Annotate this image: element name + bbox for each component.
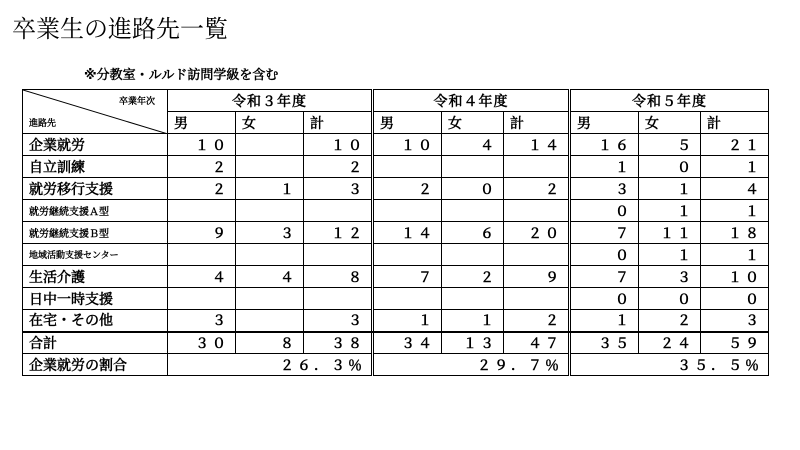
col-header-male: 男: [571, 112, 639, 134]
row-label: 在宅・その他: [23, 310, 168, 332]
data-cell: [374, 200, 442, 222]
data-cell: ０: [639, 156, 701, 178]
data-cell: [168, 244, 236, 266]
total-cell: ３４: [374, 332, 442, 354]
data-cell: [374, 244, 442, 266]
total-label: 合計: [23, 332, 168, 354]
row-label: 地域活動支援センター: [23, 244, 168, 266]
col-header-female: 女: [639, 112, 701, 134]
data-cell: １: [571, 156, 639, 178]
data-cell: ２: [304, 156, 372, 178]
data-cell: ２: [168, 156, 236, 178]
data-cell: [236, 156, 304, 178]
data-cell: ３: [571, 178, 639, 200]
col-header-male: 男: [168, 112, 236, 134]
data-cell: ３: [168, 310, 236, 332]
data-cell: １: [701, 156, 769, 178]
data-cell: １: [701, 200, 769, 222]
data-cell: ５: [639, 134, 701, 156]
data-cell: １: [639, 200, 701, 222]
data-cell: ９: [168, 222, 236, 244]
data-cell: １４: [374, 222, 442, 244]
data-cell: [504, 156, 569, 178]
data-cell: [442, 244, 504, 266]
data-cell: ７: [571, 266, 639, 288]
data-cell: １６: [571, 134, 639, 156]
data-cell: ７: [571, 222, 639, 244]
table-row: [23, 244, 769, 266]
data-cell: [504, 244, 569, 266]
year-header-r5: 令和５年度: [571, 90, 769, 112]
data-cell: ２: [168, 178, 236, 200]
data-cell: ２: [504, 310, 569, 332]
table-row: [23, 134, 769, 156]
data-cell: １２: [304, 222, 372, 244]
data-cell: １: [374, 310, 442, 332]
corner-label-graduation-year: 卒業年次: [118, 97, 155, 107]
data-cell: [236, 200, 304, 222]
data-cell: ３: [304, 310, 372, 332]
data-cell: ２: [639, 310, 701, 332]
table-row: [23, 178, 769, 200]
data-cell: １０: [168, 134, 236, 156]
table-row: [23, 266, 769, 288]
data-cell: ２: [442, 266, 504, 288]
data-cell: １: [442, 310, 504, 332]
data-cell: １: [571, 310, 639, 332]
data-cell: ４: [168, 266, 236, 288]
page-title: 卒業生の進路先一覧: [12, 15, 228, 43]
col-header-female: 女: [236, 112, 304, 134]
data-cell: [504, 200, 569, 222]
data-cell: １: [639, 244, 701, 266]
data-cell: [168, 200, 236, 222]
table-row: [23, 310, 769, 332]
table-note: ※分教室・ルルド訪問学級を含む: [84, 68, 279, 83]
row-label: 生活介護: [23, 266, 168, 288]
ratio-value: ３５．５％: [571, 354, 769, 376]
data-cell: ０: [442, 178, 504, 200]
row-label: 自立訓練: [23, 156, 168, 178]
corner-header-cell: [23, 90, 168, 134]
data-cell: ８: [304, 266, 372, 288]
total-cell: ４７: [504, 332, 569, 354]
data-cell: １０: [701, 266, 769, 288]
data-cell: [442, 288, 504, 310]
data-cell: ０: [571, 288, 639, 310]
row-label: 就労継続支援Ｂ型: [23, 222, 168, 244]
data-cell: １: [236, 178, 304, 200]
data-cell: [236, 134, 304, 156]
data-cell: [236, 244, 304, 266]
data-cell: ６: [442, 222, 504, 244]
data-cell: [374, 288, 442, 310]
total-cell: １３: [442, 332, 504, 354]
data-cell: [374, 156, 442, 178]
data-cell: ７: [374, 266, 442, 288]
data-cell: ４: [442, 134, 504, 156]
total-cell: ８: [236, 332, 304, 354]
data-cell: [168, 288, 236, 310]
col-header-total: 計: [701, 112, 769, 134]
col-header-male: 男: [374, 112, 442, 134]
ratio-value: ２９．７％: [374, 354, 569, 376]
data-cell: ０: [571, 244, 639, 266]
total-cell: ３０: [168, 332, 236, 354]
data-cell: ２１: [701, 134, 769, 156]
table-row: [23, 200, 769, 222]
data-cell: ４: [701, 178, 769, 200]
data-cell: ３: [304, 178, 372, 200]
year-header-r4: 令和４年度: [374, 90, 569, 112]
data-cell: ０: [701, 288, 769, 310]
data-cell: [304, 200, 372, 222]
data-cell: ２: [504, 178, 569, 200]
data-cell: １８: [701, 222, 769, 244]
data-cell: １０: [304, 134, 372, 156]
data-cell: ０: [639, 288, 701, 310]
year-header-r3: 令和３年度: [168, 90, 372, 112]
data-cell: １: [701, 244, 769, 266]
data-cell: ４: [236, 266, 304, 288]
total-cell: ３８: [304, 332, 372, 354]
total-row: [23, 332, 769, 354]
data-cell: ９: [504, 266, 569, 288]
data-cell: １０: [374, 134, 442, 156]
total-cell: ２４: [639, 332, 701, 354]
table-row: [23, 156, 769, 178]
data-cell: [442, 200, 504, 222]
data-cell: ２０: [504, 222, 569, 244]
table-row: [23, 222, 769, 244]
data-cell: ２: [374, 178, 442, 200]
ratio-label: 企業就労の割合: [23, 354, 168, 376]
ratio-row: [23, 354, 769, 376]
row-label: 企業就労: [23, 134, 168, 156]
data-cell: １４: [504, 134, 569, 156]
career-path-table: [22, 89, 769, 376]
data-cell: [236, 288, 304, 310]
ratio-value: ２６．３％: [168, 354, 372, 376]
col-header-total: 計: [504, 112, 569, 134]
data-cell: １１: [639, 222, 701, 244]
col-header-total: 計: [304, 112, 372, 134]
total-cell: ３５: [571, 332, 639, 354]
row-label: 就労移行支援: [23, 178, 168, 200]
row-label: 日中一時支援: [23, 288, 168, 310]
data-cell: [442, 156, 504, 178]
table-row: [23, 288, 769, 310]
data-cell: １: [639, 178, 701, 200]
year-header-row: [23, 90, 769, 112]
data-cell: ３: [701, 310, 769, 332]
data-cell: [236, 310, 304, 332]
row-label: 就労継続支援Ａ型: [23, 200, 168, 222]
data-cell: [304, 288, 372, 310]
data-cell: [304, 244, 372, 266]
col-header-female: 女: [442, 112, 504, 134]
data-cell: [504, 288, 569, 310]
data-cell: ３: [236, 222, 304, 244]
data-cell: ０: [571, 200, 639, 222]
corner-label-career-path: 進路先: [29, 119, 57, 129]
total-cell: ５９: [701, 332, 769, 354]
data-cell: ３: [639, 266, 701, 288]
